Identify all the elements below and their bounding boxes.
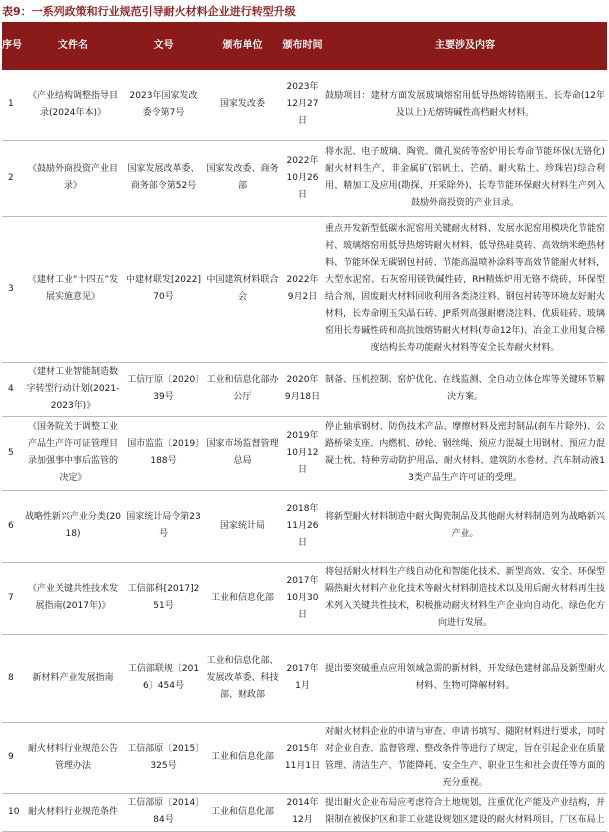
row-date: 2014年12月 (282, 793, 323, 831)
row-file-name: 《产业结构调整指导目录(2024年本)》 (22, 70, 124, 140)
table-row (2, 216, 607, 362)
row-issuer: 工业和信息化部 (203, 562, 282, 634)
row-content: 制备、压机控制、窑炉优化、在线监测、全自动立体仓库等关键环节解决方案。 (323, 362, 607, 416)
row-doc-number: 国家统计局令第23号 (124, 490, 203, 562)
row-date: 2015年11月1日 (282, 722, 323, 793)
row-date: 2022年9月2日 (282, 216, 323, 362)
row-num: 2 (2, 140, 22, 216)
row-date: 2017年10月30日 (282, 562, 323, 634)
table-row (2, 634, 607, 722)
row-doc-number: 中建材联发[2022]70号 (124, 216, 203, 362)
row-file-name: 《产业关键共性技术发展指南(2017年)》 (22, 562, 124, 634)
table-row (2, 793, 607, 831)
row-content: 提出耐火企业布局应考虑符合土地规划，注重优化产能及产业结构，并限制在被保护区和非工业建设规划区建设的耐火材料项目，厂区布局上 (323, 793, 607, 831)
row-issuer: 工业和信息化部 (203, 793, 282, 831)
row-content: 将水泥、电子玻璃、陶瓷、微孔炭砖等窑炉用长寿命节能环保(无铬化)耐火材料生产、非金属矿(铝矾土、芒硝、耐火粘土、珍珠岩)综合利用、精加工及应用(勘探、开采除外)、长寿节能环保耐火材料生产列入鼓励外商投资的产业目录。 (323, 140, 607, 216)
row-issuer: 工业和信息化部办公厅 (203, 362, 282, 416)
row-content: 将新型耐火材料制造中耐火陶瓷制品及其他耐火材料制造列为战略新兴产业。 (323, 490, 607, 562)
row-content: 提出要突破重点应用领域急需的新材料，开发绿色建材部品及新型耐火材料、生物可降解材料。 (323, 634, 607, 722)
row-issuer: 国家市场监督管理总局 (203, 416, 282, 490)
row-date: 2023年12月27日 (282, 70, 323, 140)
row-doc-number: 国市监监〔2019〕188号 (124, 416, 203, 490)
row-doc-number: 工信部原〔2014〕84号 (124, 793, 203, 831)
row-date: 2017年1月 (282, 634, 323, 722)
row-num: 5 (2, 416, 22, 490)
row-issuer: 国家统计局 (203, 490, 282, 562)
row-doc-number: 工信部联规〔2016〕454号 (124, 634, 203, 722)
table-row (2, 362, 607, 416)
row-num: 1 (2, 70, 22, 140)
table-row (2, 140, 607, 216)
row-file-name: 《国务院关于调整工业产品生产许可证管理目录加强事中事后监管的决定》 (22, 416, 124, 490)
row-issuer: 工业和信息化部 (203, 722, 282, 793)
header-doc: 文号 (124, 22, 203, 70)
row-doc-number: 国家发展改革委、商务部令第52号 (124, 140, 203, 216)
table-row (2, 490, 607, 562)
row-content: 重点开发新型低碳水泥窑用关键耐火材料、发展水泥窑用模块化节能窑衬、玻璃熔窑用低导热熔铸耐火材料、低导热硅莫砖、高效纳米绝热材料、节能环保无碳钢包衬砖、节能高温喷补涂料等高效节能耐火材料，大型水泥窑、石灰窑用镁铁碱性砖，RH精炼炉用无铬不烧砖，环保型结合剂，固废耐火材料回收利用各类浇注料、钢包衬砖等环境友好耐火材料，长寿命刚玉尖晶石砖、JP系列高强耐磨浇注料、优质硅砖、玻璃窑用长寿碱性砖和高抗蚀熔铸耐火材料(寿命12年)、冶金工业用复合梯度结构长寿功能耐火材料等安全长寿耐火材料。 (323, 216, 607, 362)
row-file-name: 耐火材料行业规范公告管理办法 (22, 722, 124, 793)
row-file-name: 《建材工业智能制造数字转型行动计划(2021-2023年)》 (22, 362, 124, 416)
row-file-name: 《建材工业“十四五”发展实施意见》 (22, 216, 124, 362)
row-date: 2020年9月18日 (282, 362, 323, 416)
row-num: 8 (2, 634, 22, 722)
row-num: 4 (2, 362, 22, 416)
table-header-row (2, 22, 607, 70)
table-row (2, 562, 607, 634)
row-date: 2018年11月26日 (282, 490, 323, 562)
header-content: 主要涉及内容 (323, 22, 607, 70)
table-row (2, 722, 607, 793)
row-doc-number: 工信部原〔2015〕325号 (124, 722, 203, 793)
row-content: 将包括耐火材料生产线自动化和智能化技术、新型高效、安全、环保型隔热耐火材料产业化技术等耐火材料制造技术以及用后耐火材料再生技术列入关键共性技术，积极推动耐火材料生产企业向自动化、绿色化方向进行发展。 (323, 562, 607, 634)
table-row (2, 416, 607, 490)
row-num: 6 (2, 490, 22, 562)
row-content: 鼓励项目：建材方面发展玻璃熔窑用低导热熔铸锆刚玉、长寿命(12年及以上)无熔铸碱性高档耐火材料。 (323, 70, 607, 140)
row-issuer: 国家发改委、商务部 (203, 140, 282, 216)
row-issuer: 工业和信息化部、发展改革委、科技部、财政部 (203, 634, 282, 722)
table-title: 表9：一系列政策和行业规范引导耐火材料企业进行转型升级 (2, 5, 296, 18)
row-num: 10 (2, 793, 22, 831)
header-num: 序号 (2, 22, 22, 70)
header-time: 颁布时间 (282, 22, 323, 70)
row-file-name: 新材料产业发展指南 (22, 634, 124, 722)
row-doc-number: 工信厅原〔2020〕39号 (124, 362, 203, 416)
row-date: 2019年10月12日 (282, 416, 323, 490)
row-date: 2022年10月26日 (282, 140, 323, 216)
row-num: 7 (2, 562, 22, 634)
policy-table (2, 22, 607, 832)
row-file-name: 《鼓励外商投资产业目录》 (22, 140, 124, 216)
row-content: 停止轴承钢材、防伪技术产品、摩擦材料及密封制品(刹车片除外)、公路桥梁支座、内燃机、砂轮、钢丝绳、预应力混凝土用钢材、预应力混凝土枕、特种劳动防护用品、耐火材料、建筑防水卷材、汽车制动液13类产品生产许可证的受理。 (323, 416, 607, 490)
row-num: 3 (2, 216, 22, 362)
table-row (2, 70, 607, 140)
row-file-name: 耐火材料行业规范条件 (22, 793, 124, 831)
header-unit: 颁布单位 (203, 22, 282, 70)
row-doc-number: 工信部科[2017]251号 (124, 562, 203, 634)
row-num: 9 (2, 722, 22, 793)
row-content: 对耐火材料企业的申请与审查、申请书填写、随附材料进行要求，同时对企业自查、监督管理、整改条件等进行了规定，旨在引起企业在质量管理、清洁生产、节能降耗、安全生产、职业卫生和社会责任等方面的充分重视。 (323, 722, 607, 793)
row-doc-number: 2023年国家发改委令第7号 (124, 70, 203, 140)
row-issuer: 中国建筑材料联合会 (203, 216, 282, 362)
row-file-name: 战略性新兴产业分类(2018) (22, 490, 124, 562)
header-file: 文件名 (22, 22, 124, 70)
row-issuer: 国家发改委 (203, 70, 282, 140)
